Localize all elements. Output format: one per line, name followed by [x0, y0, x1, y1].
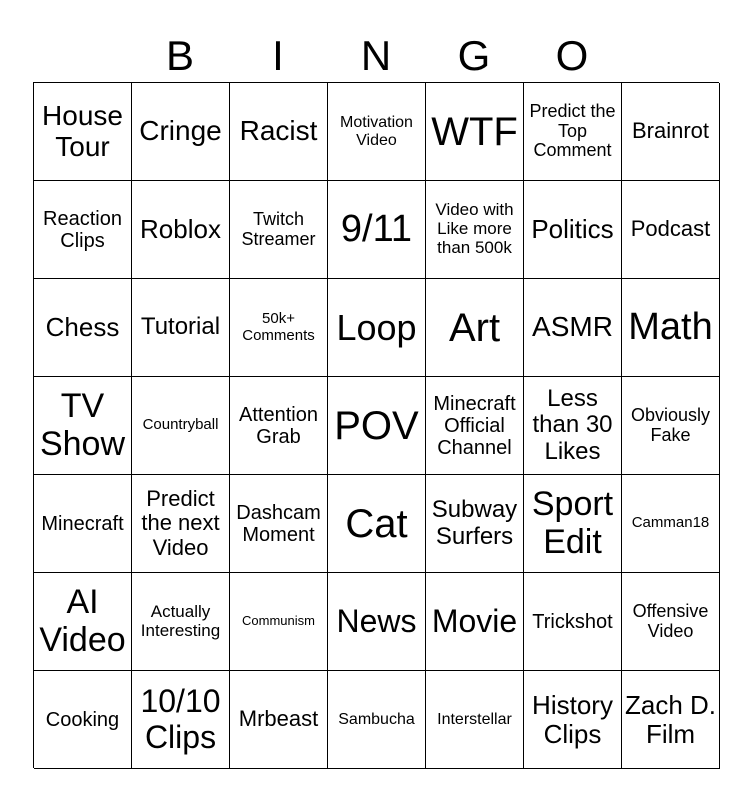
bingo-cell[interactable]: Brainrot: [622, 83, 720, 181]
bingo-cell[interactable]: Attention Grab: [230, 377, 328, 475]
bingo-header: [33, 30, 719, 82]
bingo-cell[interactable]: Sambucha: [328, 671, 426, 769]
bingo-cell[interactable]: Chess: [34, 279, 132, 377]
bingo-cell[interactable]: Minecraft Official Channel: [426, 377, 524, 475]
bingo-cell[interactable]: Countryball: [132, 377, 230, 475]
bingo-cell[interactable]: News: [328, 573, 426, 671]
header-letter-n: N: [360, 32, 392, 79]
bingo-cell[interactable]: Roblox: [132, 181, 230, 279]
bingo-cell[interactable]: WTF: [426, 83, 524, 181]
header-letter-b: B: [165, 32, 194, 79]
header-letter-i: I: [272, 32, 284, 79]
bingo-cell[interactable]: Art: [426, 279, 524, 377]
header-letter-o: O: [555, 32, 589, 79]
bingo-cell[interactable]: Mrbeast: [230, 671, 328, 769]
bingo-cell[interactable]: Racist: [230, 83, 328, 181]
bingo-cell[interactable]: 9/11: [328, 181, 426, 279]
bingo-cell[interactable]: Communism: [230, 573, 328, 671]
bingo-cell[interactable]: TV Show: [34, 377, 132, 475]
bingo-cell[interactable]: Video with Like more than 500k: [426, 181, 524, 279]
bingo-cell[interactable]: Politics: [524, 181, 622, 279]
header-letter-g: G: [457, 32, 491, 79]
bingo-cell[interactable]: Tutorial: [132, 279, 230, 377]
bingo-cell[interactable]: Cringe: [132, 83, 230, 181]
bingo-cell[interactable]: Twitch Streamer: [230, 181, 328, 279]
bingo-cell[interactable]: Interstellar: [426, 671, 524, 769]
bingo-cell[interactable]: Subway Surfers: [426, 475, 524, 573]
bingo-cell[interactable]: 50k+ Comments: [230, 279, 328, 377]
bingo-cell[interactable]: Movie: [426, 573, 524, 671]
bingo-cell[interactable]: Obviously Fake: [622, 377, 720, 475]
bingo-cell[interactable]: Loop: [328, 279, 426, 377]
bingo-cell[interactable]: AI Video: [34, 573, 132, 671]
bingo-cell[interactable]: 10/10 Clips: [132, 671, 230, 769]
bingo-cell[interactable]: Predict the Top Comment: [524, 83, 622, 181]
bingo-cell[interactable]: Podcast: [622, 181, 720, 279]
bingo-cell[interactable]: Cooking: [34, 671, 132, 769]
bingo-board: [33, 82, 719, 768]
bingo-cell[interactable]: Less than 30 Likes: [524, 377, 622, 475]
bingo-cell[interactable]: Motivation Video: [328, 83, 426, 181]
bingo-cell[interactable]: Dashcam Moment: [230, 475, 328, 573]
bingo-cell[interactable]: Trickshot: [524, 573, 622, 671]
bingo-cell[interactable]: Cat: [328, 475, 426, 573]
bingo-cell[interactable]: Sport Edit: [524, 475, 622, 573]
bingo-cell[interactable]: House Tour: [34, 83, 132, 181]
bingo-cell[interactable]: Offensive Video: [622, 573, 720, 671]
bingo-cell[interactable]: Math: [622, 279, 720, 377]
bingo-cell[interactable]: ASMR: [524, 279, 622, 377]
bingo-cell[interactable]: Reaction Clips: [34, 181, 132, 279]
bingo-cell[interactable]: Actually Interesting: [132, 573, 230, 671]
bingo-cell[interactable]: Zach D. Film: [622, 671, 720, 769]
bingo-cell[interactable]: POV: [328, 377, 426, 475]
bingo-cell[interactable]: Predict the next Video: [132, 475, 230, 573]
bingo-cell[interactable]: Minecraft: [34, 475, 132, 573]
bingo-cell[interactable]: History Clips: [524, 671, 622, 769]
bingo-cell[interactable]: Camman18: [622, 475, 720, 573]
